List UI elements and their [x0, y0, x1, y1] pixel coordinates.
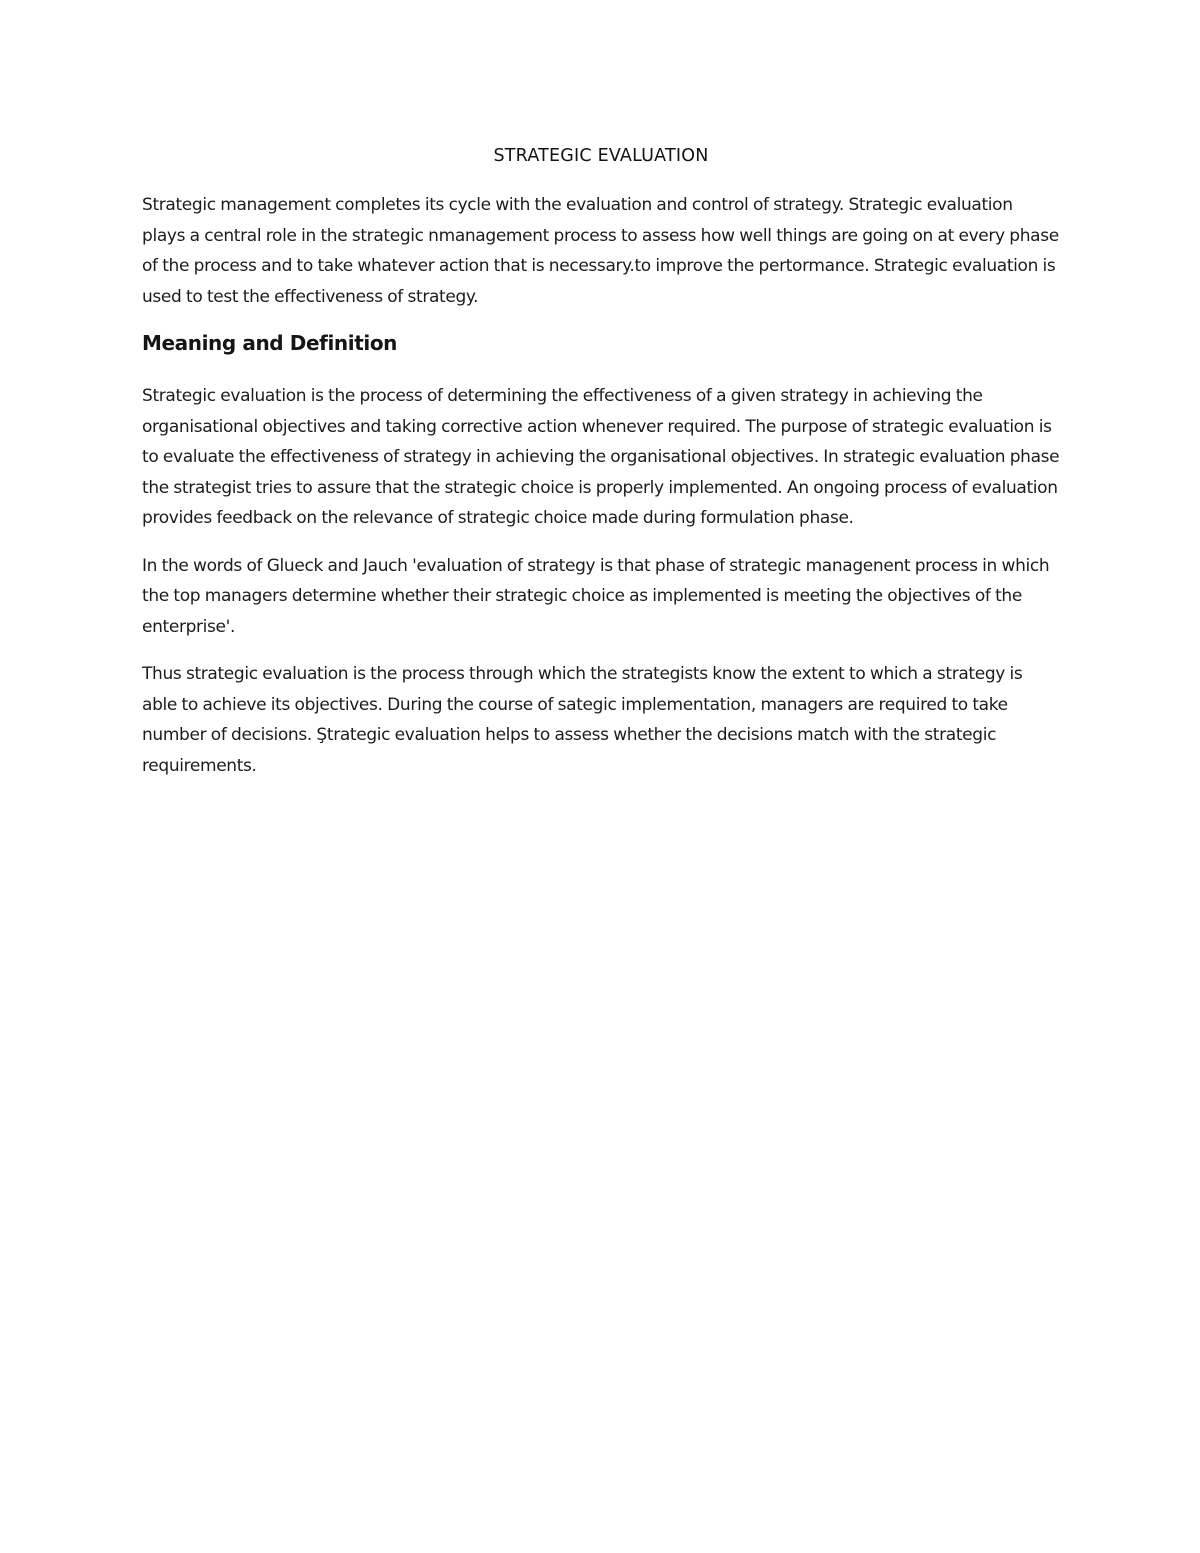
quote-paragraph: In the words of Glueck and Jauch 'evaluation of strategy is that phase of strategic managenent process in which the top managers determine whether their strategic choice as implemented is meeting the objectives of the enterprise'.: [142, 555, 1050, 637]
section-heading: Meaning and Definition: [142, 331, 397, 355]
document-content: [142, 142, 1060, 798]
summary-paragraph: Thus strategic evaluation is the process through which the strategists know the extent to which a strategy is able to achieve its objectives. During the course of sategic implementation, managers are required to take number of decisions. Ştrategic evaluation helps to assess whether the decisions match with the strategic requirements.: [142, 664, 1023, 776]
document-title: STRATEGIC EVALUATION: [493, 146, 709, 166]
definition-paragraph: Strategic evaluation is the process of determining the effectiveness of a given strategy in achieving the organisational objectives and taking corrective action whenever required. The purpose of strategic evaluation is to evaluate the effectiveness of strategy in achieving the organisational objectives. In strategic evaluation phase the strategist tries to assure that the strategic choice is properly implemented. An ongoing process of evaluation provides feedback on the relevance of strategic choice made during formulation phase.: [142, 386, 1060, 528]
intro-paragraph: Strategic management completes its cycle with the evaluation and control of strategy. Strategic evaluation plays a central role in the strategic nmanagement process to assess how well things are going on at every phase of the process and to take whatever action that is necessary.to improve the pertormance. Strategic evaluation is used to test the effectiveness of strategy.: [142, 195, 1059, 307]
